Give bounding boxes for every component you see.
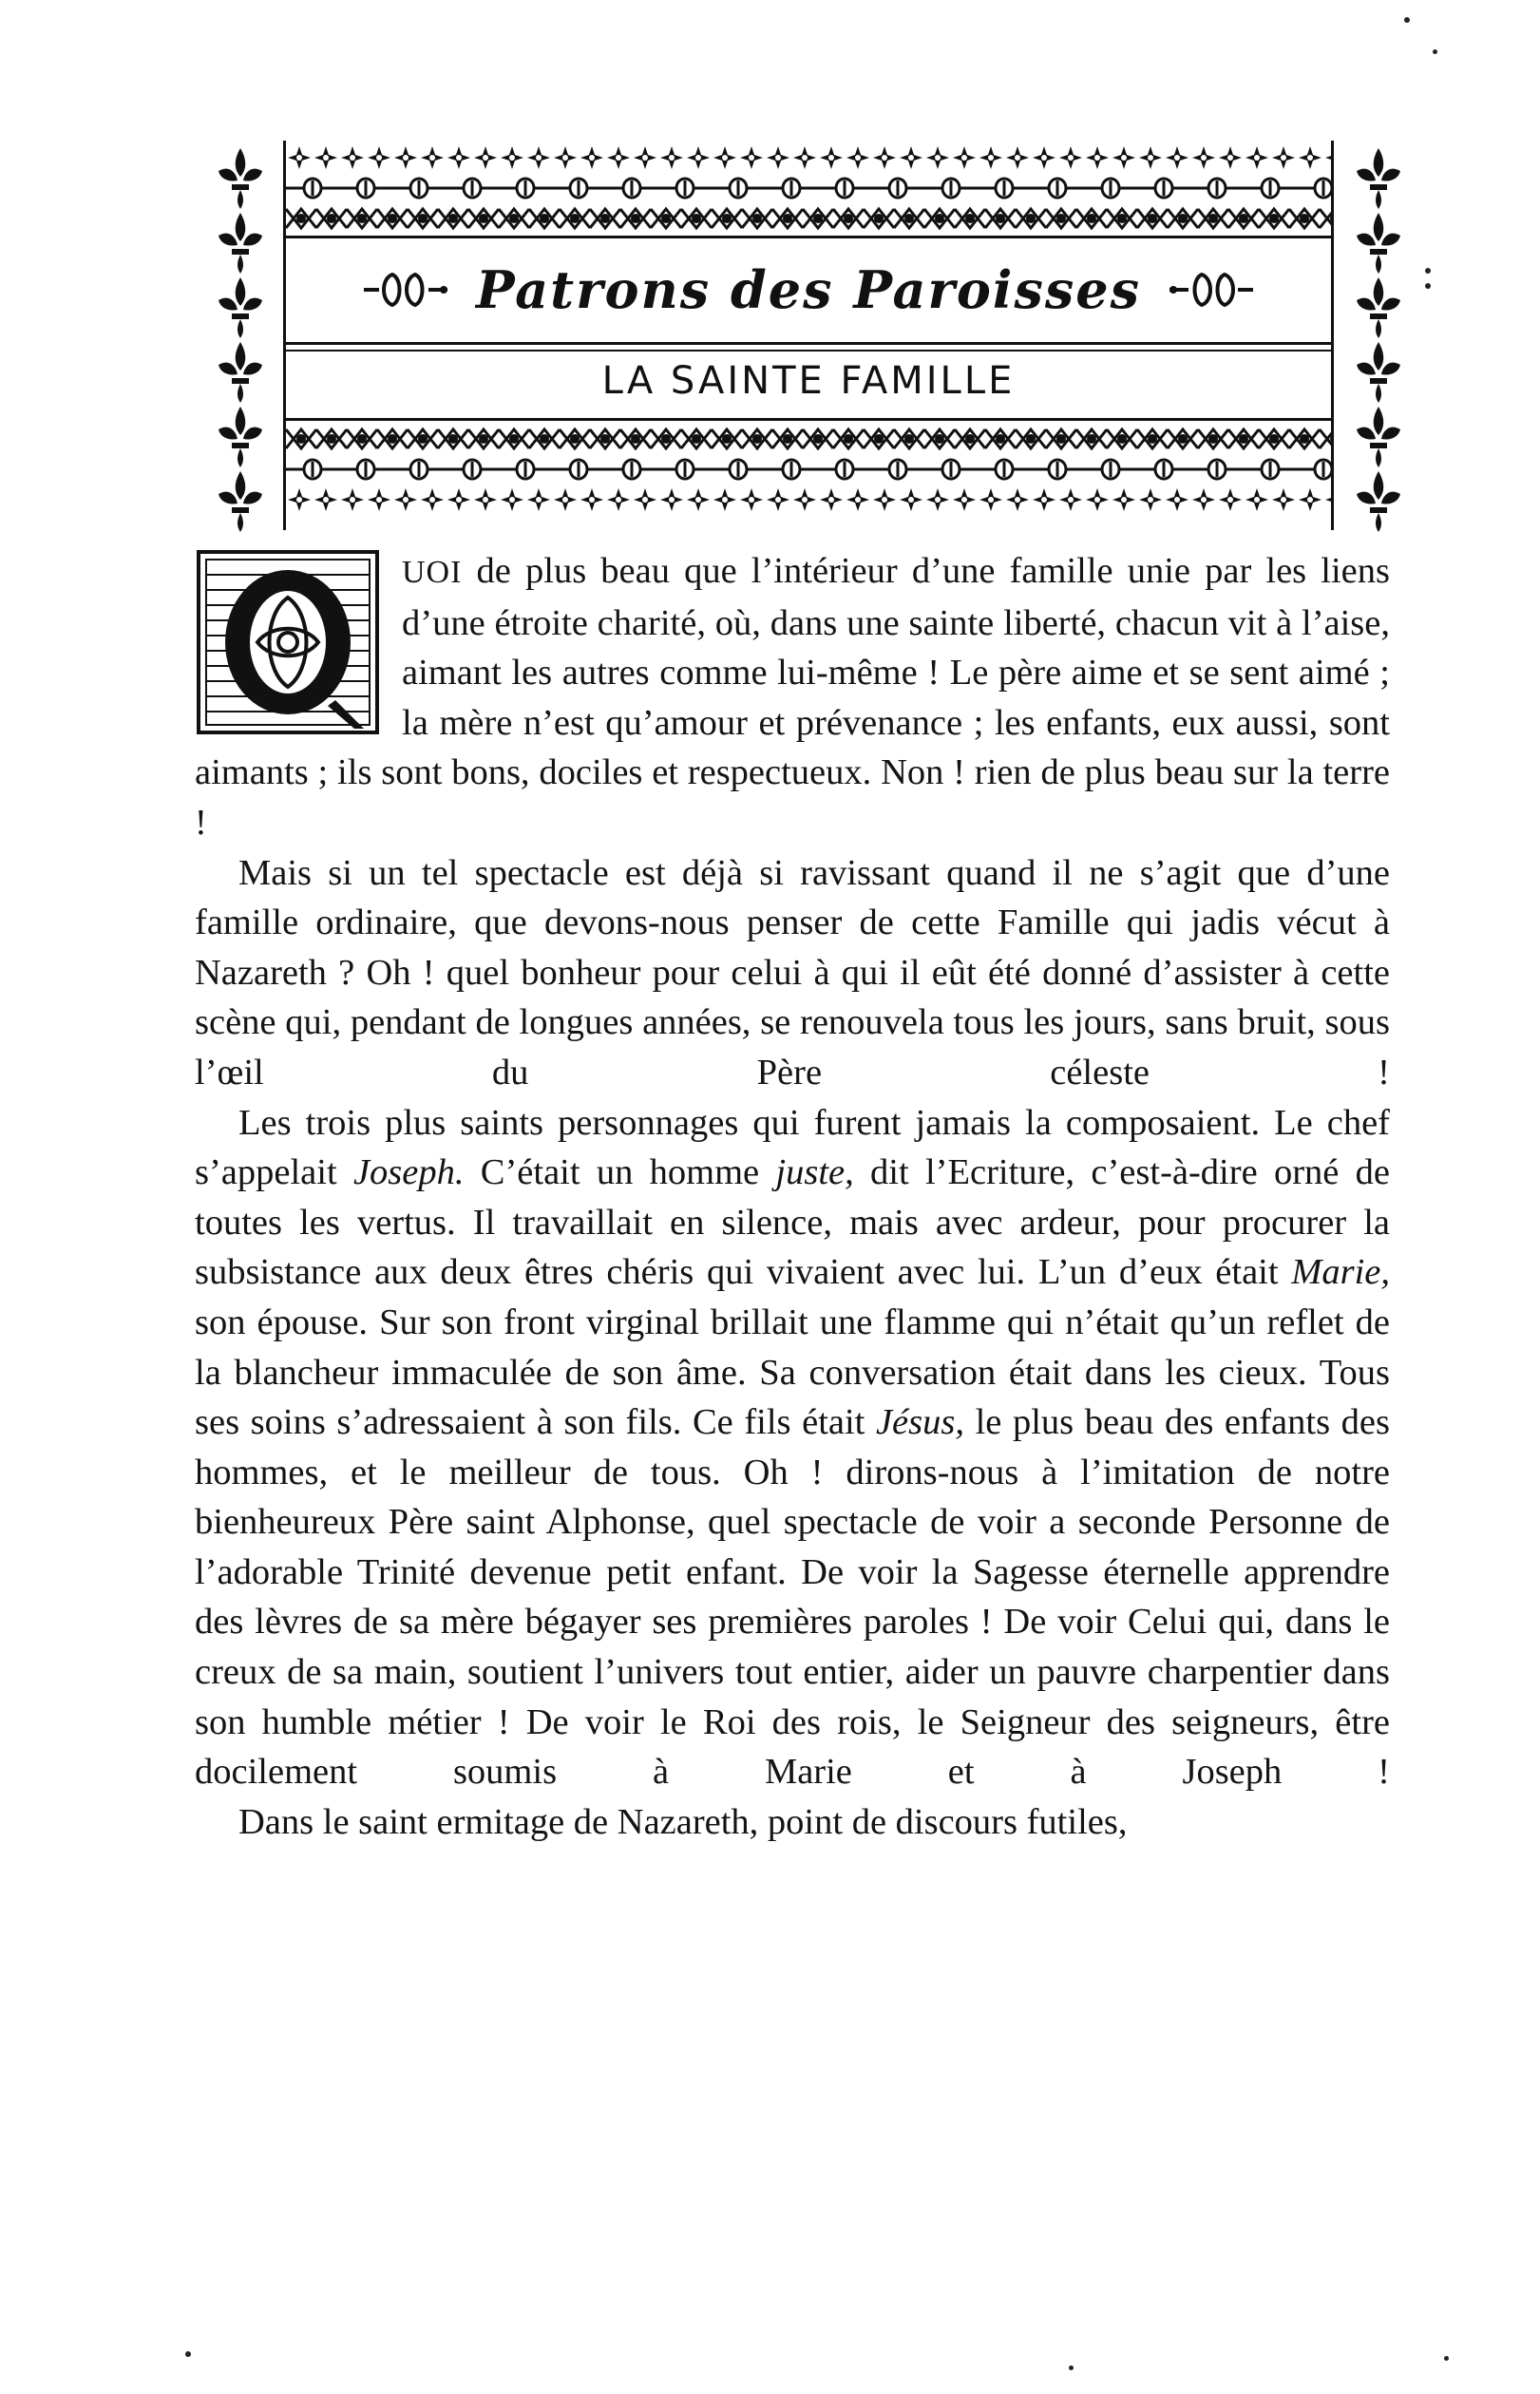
ornamental-band-icon bbox=[286, 486, 1331, 513]
ornamental-band-icon bbox=[286, 175, 1331, 201]
name-marie: Marie, bbox=[1291, 1252, 1390, 1293]
fleuron-icon bbox=[360, 269, 451, 311]
page-speck bbox=[1425, 283, 1431, 289]
paragraph bbox=[195, 1098, 1390, 1797]
section-subtitle: LA SAINTE FAMILLE bbox=[601, 359, 1016, 403]
article-body bbox=[195, 546, 1390, 1847]
illuminated-initial-icon bbox=[195, 548, 381, 736]
fleur-de-lis-ornament-icon bbox=[1349, 142, 1408, 536]
page-speck bbox=[1444, 2356, 1449, 2361]
page-speck bbox=[1404, 17, 1410, 23]
paragraph-text: le plus beau des enfants des hommes, et le meilleur de tous. Oh ! dirons-nous à l’imitation de notre bienheureux Père saint Alphonse, quel spectacle de voir a seconde Personne de l’adorable Trinité devenue petit enfant. De voir la Sagesse éternelle apprendre des lèvres de sa mère bégayer ses premières paroles ! De voir Celui qui, dans le creux de sa main, soutient l’univers tout entier, aider un pauvre charpentier dans son humble métier ! De voir le Roi des rois, le Seigneur des seigneurs, être docilement soumis à Marie et à Joseph ! bbox=[195, 1402, 1390, 1793]
page-speck bbox=[185, 2351, 191, 2357]
fleuron-icon bbox=[1166, 269, 1257, 311]
paragraph-text: Dans le saint ermitage de Nazareth, point de discours futiles, bbox=[238, 1801, 1128, 1842]
paragraph-text: son épouse. Sur son front virginal brillait une flamme qui n’était qu’un reflet de la blancheur immaculée de son âme. Sa conversation était dans les cieux. Tous ses soins s’adressaient à son fils. Ce fils était bbox=[195, 1302, 1390, 1443]
paragraph-text: C’était un homme bbox=[464, 1152, 776, 1193]
title-row bbox=[286, 247, 1331, 332]
name-jesus: Jésus, bbox=[875, 1402, 964, 1443]
page-title: Patrons des Paroisses bbox=[475, 259, 1142, 320]
paragraph-text: Les trois plus saints personnages qui furent jamais la composaient. Le chef s’appelait bbox=[195, 1102, 1390, 1193]
page-speck bbox=[1069, 2366, 1074, 2370]
page-speck bbox=[1433, 49, 1437, 54]
header-rule bbox=[286, 350, 1331, 352]
ornamental-band-icon bbox=[286, 426, 1331, 452]
name-joseph: Joseph. bbox=[352, 1152, 465, 1193]
page-speck bbox=[1425, 268, 1431, 274]
paragraph bbox=[195, 1797, 1390, 1848]
ornamental-band-icon bbox=[286, 144, 1331, 171]
word-juste: juste, bbox=[775, 1152, 854, 1193]
paragraph-text: Mais si un tel spectacle est déjà si ravissant quand il ne s’agit que d’une famille ordinaire, que devons-nous penser de cette Famille qui jadis vécut à Nazareth ? Oh ! quel bonheur pour celui à qui il eût été donné d’assister à cette scène qui, pendant de longues années, se renouvela tous les jours, sans bruit, sous l’œil du Père céleste ! bbox=[195, 852, 1390, 1092]
initial-letter: Q bbox=[288, 645, 289, 646]
ornamental-band-icon bbox=[286, 456, 1331, 483]
header-rule bbox=[286, 342, 1331, 345]
page-header bbox=[211, 141, 1408, 540]
header-rule bbox=[286, 236, 1331, 238]
ornamental-band-icon bbox=[286, 205, 1331, 232]
paragraph bbox=[195, 546, 1390, 848]
paragraph bbox=[195, 848, 1390, 1098]
initial-small-caps: UOI bbox=[402, 555, 463, 590]
paragraph-text: dit l’Ecriture, c’est-à-dire orné de toutes les vertus. Il travaillait en silence, mais avec ardeur, pour procurer la subsistance aux deux êtres chéris qui vivaient avec lui. L’un d’eux était bbox=[195, 1152, 1390, 1293]
header-rule bbox=[286, 418, 1331, 421]
fleur-de-lis-ornament-icon bbox=[211, 142, 270, 536]
paragraph-text: de plus beau que l’intérieur d’une famille unie par les liens d’une étroite charité, où, dans une sainte liberté, chacun vit à l’aise, aimant les autres comme lui-même ! Le père aime et se sent aimé ; la mère n’est qu’amour et prévenance ; les enfants, eux aussi, sont aimants ; ils sont bons, dociles et respectueux. Non ! rien de plus beau sur la terre ! bbox=[195, 551, 1390, 843]
header-frame bbox=[283, 141, 1334, 530]
